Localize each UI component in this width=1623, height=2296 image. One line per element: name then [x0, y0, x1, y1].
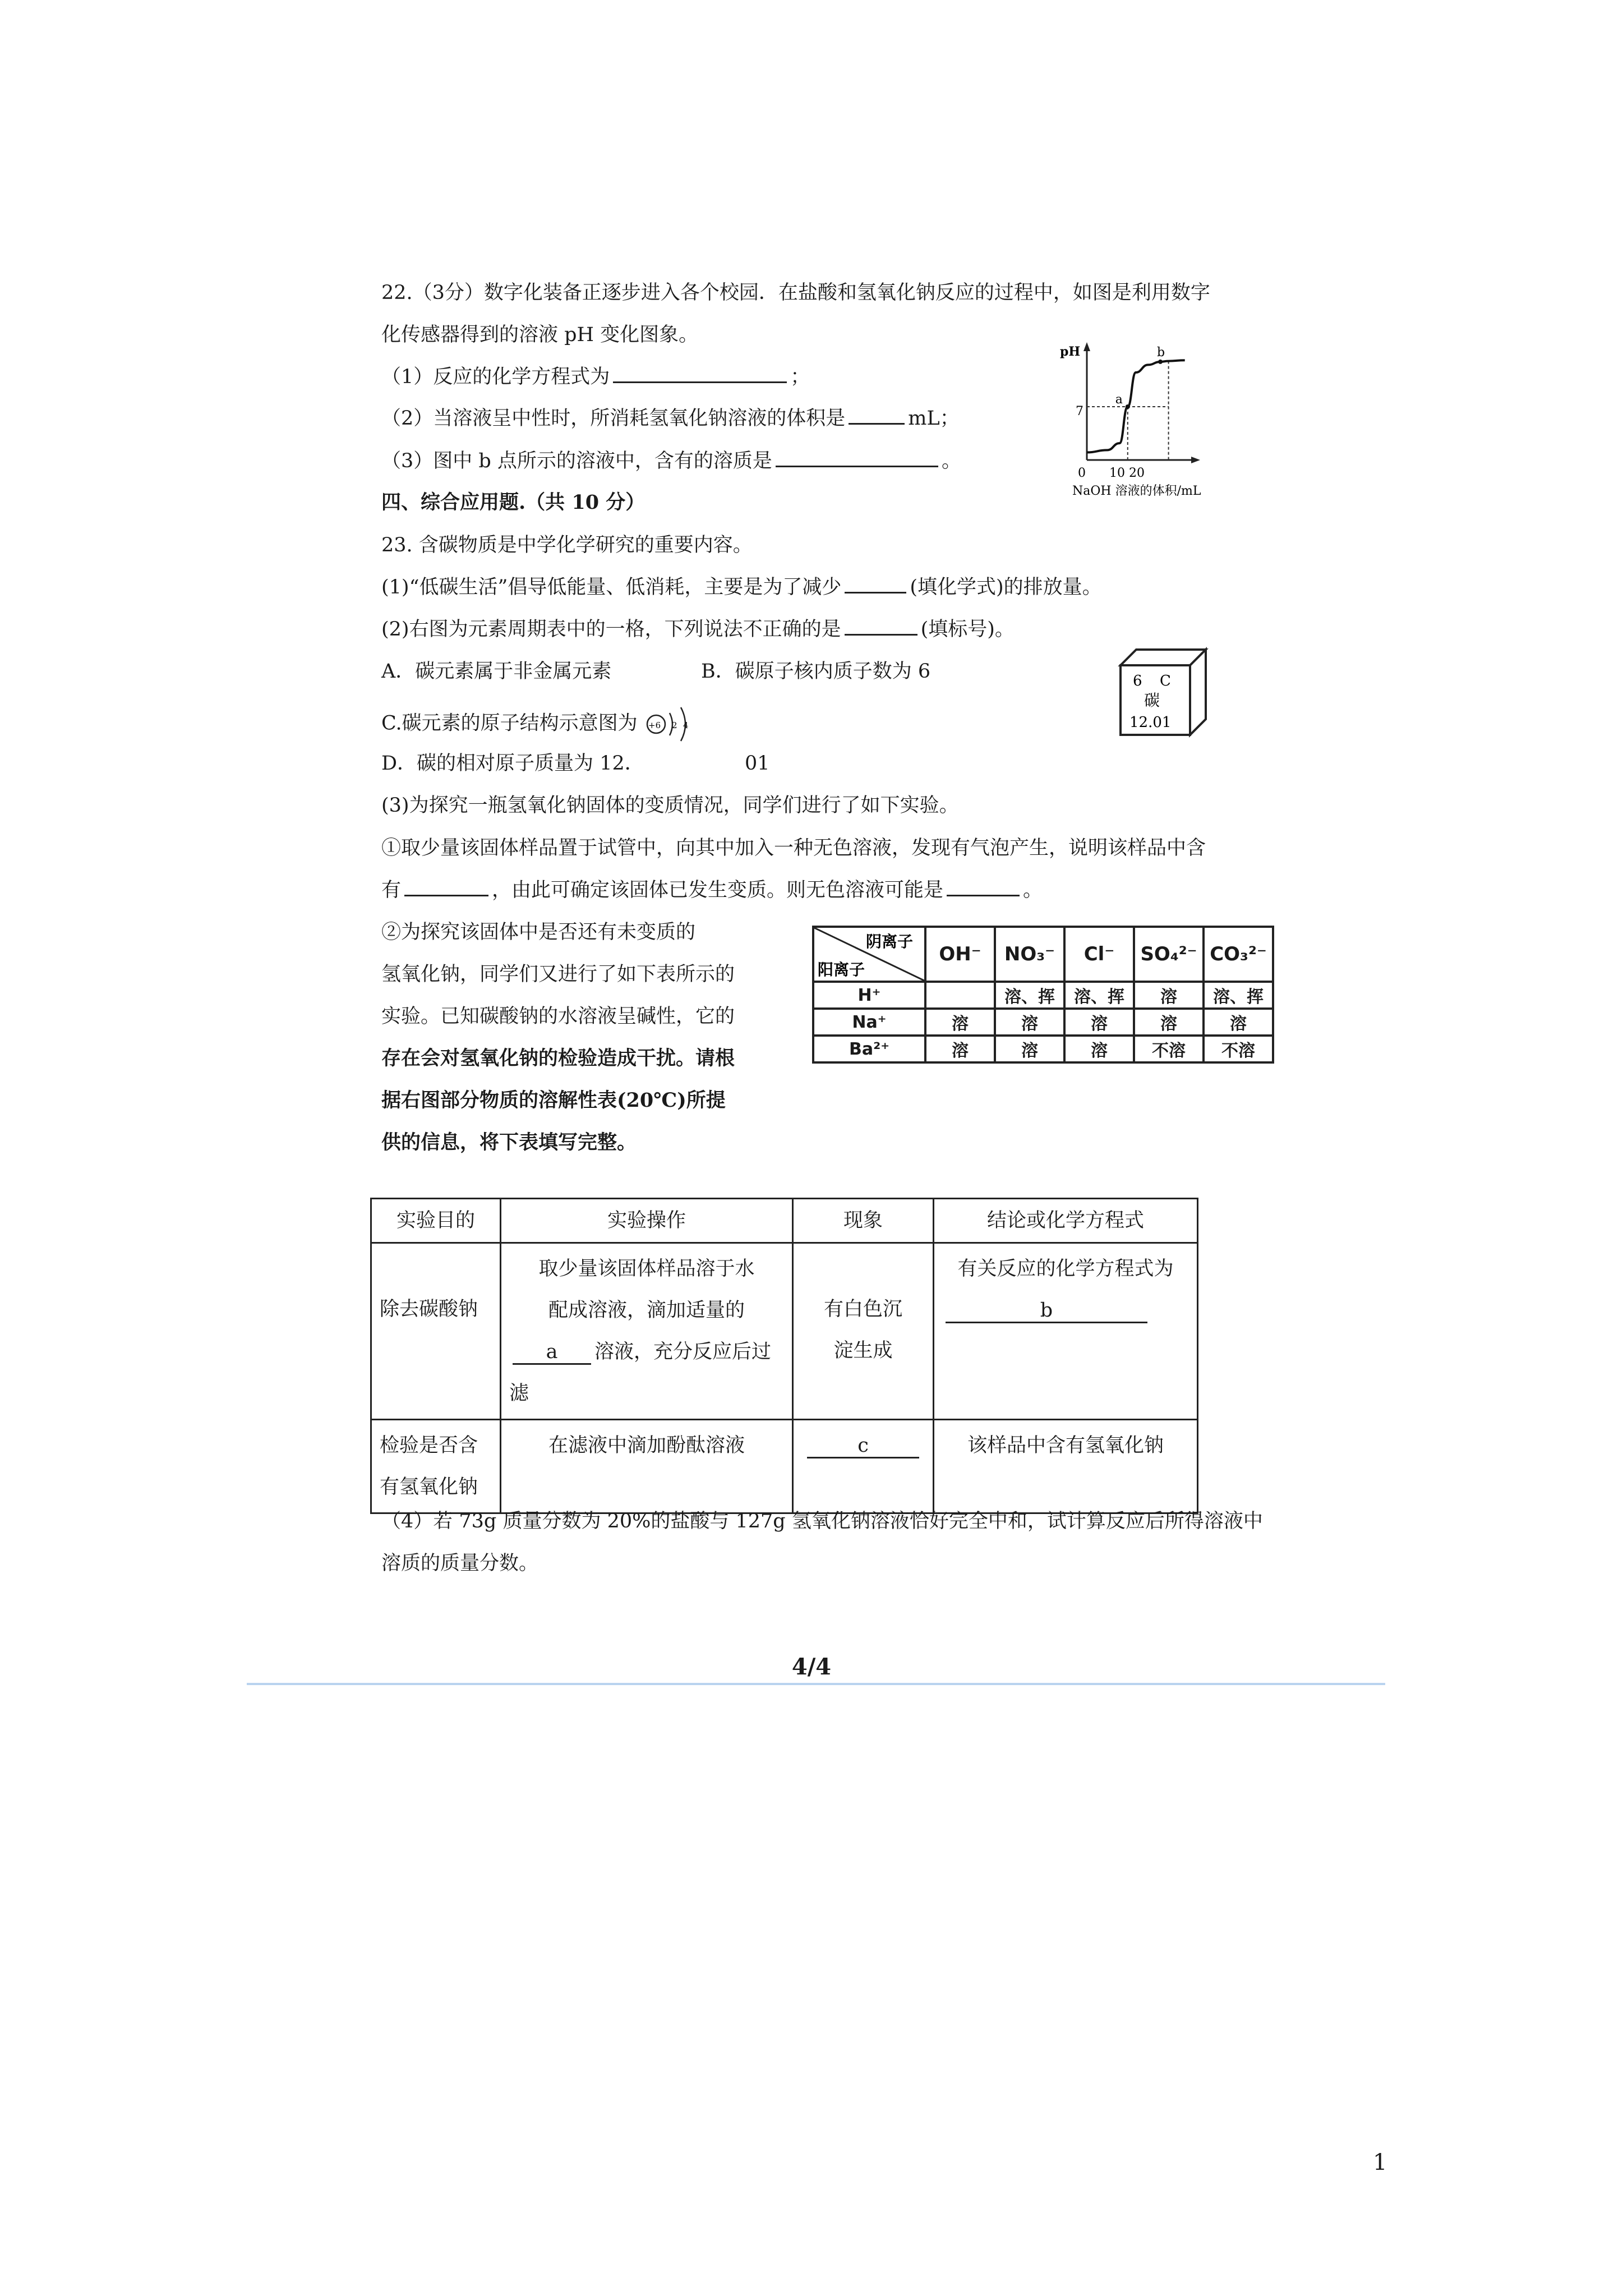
experiment-table: [370, 1198, 1198, 1514]
row1-operation: [501, 1243, 793, 1420]
shell-1-electrons: 2: [671, 720, 677, 730]
q23-c1-line2: [381, 877, 1043, 904]
cation-header: 阳离子: [818, 960, 865, 979]
row2-conclusion: 该样品中含有氢氧化钠: [934, 1420, 1198, 1513]
anion-header: 阴离子: [866, 932, 914, 951]
table-row: [813, 1036, 1273, 1062]
row1-op-text: 溶液，充分反应后过: [594, 1341, 772, 1363]
q22-part1-end: ；: [790, 366, 810, 388]
answer-blank[interactable]: [776, 449, 938, 467]
solubility-cell: 溶: [1064, 1036, 1134, 1062]
header-operation: 实验操作: [501, 1199, 793, 1243]
table-row: [813, 1009, 1273, 1036]
q22-part3: [381, 448, 961, 475]
solubility-cell: 溶: [925, 1009, 995, 1036]
q23-part1-text: (1)“低碳生活”倡导低能量、低消耗，主要是为了减少: [381, 576, 842, 599]
ph-curve-line: [1087, 360, 1185, 452]
corner-diagonal: [814, 928, 924, 981]
q23-part2: [381, 616, 1015, 643]
point-a-label: a: [1115, 393, 1123, 407]
row1-concl-text: 有关反应的化学方程式为: [957, 1258, 1174, 1280]
solubility-table: [812, 926, 1274, 1064]
y-tick-7: 7: [1076, 404, 1083, 418]
row2-operation: 在滤液中滴加酚酞溶液: [501, 1420, 793, 1513]
row2-purpose: [371, 1420, 501, 1513]
q23-c2-line4: 存在会对氢氧化钠的检验造成干扰。请根: [381, 1047, 735, 1070]
option-c-text: C.碳元素的原子结构示意图为: [381, 712, 638, 735]
header-conclusion: 结论或化学方程式: [934, 1199, 1198, 1243]
q23-title: 23. 含碳物质是中学化学研究的重要内容。: [381, 534, 753, 556]
solubility-cell: 溶: [995, 1009, 1064, 1036]
anion-cl: Cl⁻: [1064, 927, 1134, 982]
periodic-table-cell: [1116, 645, 1211, 740]
q23-c2-line3: 实验。已知碳酸钠的水溶液呈碱性，它的: [381, 1005, 735, 1028]
page-number: 4/4: [791, 1654, 832, 1680]
q23-c1-start: 有: [381, 879, 402, 901]
point-b-marker: [1158, 360, 1163, 364]
row1-op-line1: 取少量该固体样品溶于水: [538, 1258, 755, 1280]
header-purpose: 实验目的: [371, 1199, 501, 1243]
point-b-label: b: [1157, 345, 1165, 360]
solubility-cell: 溶、挥: [1204, 982, 1273, 1009]
solubility-cell: 溶: [925, 1036, 995, 1062]
q23-c1-line1: ①取少量该固体样品置于试管中，向其中加入一种无色溶液，发现有气泡产生，说明该样品中含: [381, 837, 1206, 859]
row2-purpose-line1: 检验是否含: [380, 1434, 478, 1457]
answer-blank-b[interactable]: b: [946, 1299, 1147, 1323]
header-phenomenon: 现象: [793, 1199, 934, 1243]
nucleus-charge: +6: [648, 720, 661, 730]
row1-op-line4: 滤: [509, 1382, 529, 1405]
row1-op-line3: [509, 1331, 784, 1373]
solubility-cell: 溶、挥: [995, 982, 1064, 1009]
q23-c2-line1: ②为探究该固体中是否还有未变质的: [381, 921, 696, 944]
answer-blank[interactable]: [947, 878, 1020, 896]
solubility-cell: 溶: [1134, 982, 1204, 1009]
q22-part2: [381, 405, 960, 432]
atomic-mass: 12.01: [1129, 714, 1172, 731]
q22-part1-text: （1）反应的化学方程式为: [381, 366, 610, 388]
cation-ba: Ba²⁺: [813, 1036, 925, 1062]
x-tick-labels: 10 20: [1109, 466, 1145, 480]
solubility-cell: 不溶: [1204, 1036, 1273, 1062]
table-row: [813, 982, 1273, 1009]
q22-part2-text: （2）当溶液呈中性时，所消耗氢氧化钠溶液的体积是: [381, 407, 846, 430]
row1-phenomenon: [793, 1243, 934, 1420]
anion-no3: NO₃⁻: [995, 927, 1064, 982]
solubility-cell: 不溶: [1134, 1036, 1204, 1062]
x-axis-arrow: [1191, 457, 1200, 463]
point-a-marker: [1126, 404, 1130, 409]
shell-2-electrons: 4: [683, 720, 689, 730]
q23-part2-text: (2)右图为元素周期表中的一格，下列说法不正确的是: [381, 618, 841, 641]
q22-intro-line2: 化传感器得到的溶液 pH 变化图象。: [381, 324, 699, 346]
q23-part4-line2: 溶质的质量分数。: [381, 1552, 539, 1575]
q22-intro-line1: 22.（3分）数字化装备正逐步进入各个校园．在盐酸和氢氧化钠反应的过程中，如图是利用数字: [381, 282, 1210, 304]
atomic-number: 6: [1133, 673, 1142, 689]
solubility-corner-cell: [813, 927, 925, 982]
q23-c2-line6: 供的信息，将下表填写完整。: [381, 1131, 637, 1154]
cation-na: Na⁺: [813, 1009, 925, 1036]
cation-h: H⁺: [813, 982, 925, 1009]
anion-oh: OH⁻: [925, 927, 995, 982]
row2-phenomenon: [793, 1420, 934, 1513]
anion-co3: CO₃²⁻: [1204, 927, 1273, 982]
answer-blank-a[interactable]: a: [513, 1341, 591, 1365]
x-axis-label: NaOH 溶液的体积/mL: [1072, 484, 1201, 498]
answer-blank[interactable]: [404, 878, 488, 896]
answer-blank[interactable]: [849, 406, 905, 425]
cell-side-face: [1190, 650, 1206, 735]
y-axis-label: pH: [1060, 344, 1081, 359]
q23-c1-end: 。: [1023, 879, 1043, 901]
row1-phen-line2: 淀生成: [833, 1340, 893, 1362]
answer-blank[interactable]: [845, 617, 917, 636]
q23-part3: (3)为探究一瓶氢氧化钠固体的变质情况，同学们进行了如下实验。: [381, 794, 959, 817]
section-heading: 四、综合应用题.（共 10 分）: [381, 491, 645, 514]
solubility-cell: 溶: [995, 1036, 1064, 1062]
row1-conclusion: [934, 1243, 1198, 1420]
solubility-cell: [925, 982, 995, 1009]
q23-part4-line1: （4）若 73g 质量分数为 20%的盐酸与 127g 氢氧化钠溶液恰好完全中和，试计算反应后所得溶液中: [381, 1510, 1263, 1533]
q23-c1-middle: ，由此可确定该固体已发生变质。则无色溶液可能是: [492, 879, 944, 901]
ph-chart: [1049, 337, 1262, 499]
option-c: [381, 703, 700, 746]
origin-label: 0: [1078, 466, 1086, 480]
q23-part2-end: (填标号)。: [920, 618, 1015, 641]
row1-phen-line1: 有白色沉: [823, 1298, 902, 1320]
row2-purpose-line2: 有氢氧化钠: [380, 1476, 478, 1498]
option-a: A．碳元素属于非金属元素: [381, 660, 612, 683]
row1-concl-blank-line: [942, 1290, 1189, 1331]
q22-part1: [381, 364, 810, 390]
answer-blank[interactable]: [613, 365, 787, 383]
q23-c2-line5: 据右图部分物质的溶解性表(20℃)所提: [381, 1089, 726, 1112]
q22-part3-end: 。: [941, 450, 961, 472]
solubility-cell: 溶、挥: [1064, 982, 1134, 1009]
option-b: B．碳原子核内质子数为 6: [701, 660, 931, 683]
q23-c2-line2: 氢氧化钠，同学们又进行了如下表所示的: [381, 963, 735, 986]
row1-purpose: 除去碳酸钠: [371, 1243, 501, 1420]
solubility-cell: 溶: [1064, 1009, 1134, 1036]
q23-part1: [381, 574, 1102, 601]
atom-structure-diagram: [644, 703, 700, 746]
anion-so4: SO₄²⁻: [1134, 927, 1204, 982]
table-row: [371, 1243, 1198, 1420]
q23-part1-end: (填化学式)的排放量。: [910, 576, 1102, 599]
solubility-cell: 溶: [1204, 1009, 1273, 1036]
table-row: [371, 1420, 1198, 1513]
footer-divider: [247, 1683, 1385, 1685]
answer-blank-c[interactable]: c: [807, 1434, 919, 1458]
answer-blank[interactable]: [845, 575, 906, 593]
row1-op-line2: 配成溶液，滴加适量的: [548, 1299, 745, 1322]
option-d: D．碳的相对原子质量为 12．: [381, 752, 644, 775]
solubility-cell: 溶: [1134, 1009, 1204, 1036]
element-symbol: C: [1160, 673, 1171, 689]
element-name: 碳: [1144, 691, 1160, 710]
y-axis-arrow: [1083, 342, 1090, 351]
sheet-number: 1: [1373, 2150, 1387, 2175]
table-header-row: [371, 1199, 1198, 1243]
q22-part3-text: （3）图中 b 点所示的溶液中，含有的溶质是: [381, 450, 772, 472]
q22-part2-unit: mL；: [908, 407, 960, 430]
option-d-continued: 01: [745, 752, 770, 775]
